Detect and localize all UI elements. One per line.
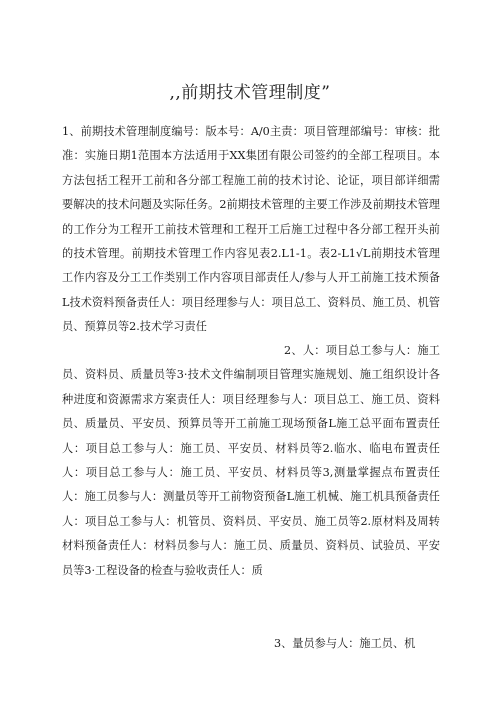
document-title: ,,前期技术管理制度”: [169, 83, 331, 103]
paragraph-1: 1、前期技术管理制度编号：版本号：A/0主责：项目管理部编号：审核：批准：实施日期1范围本方法适用于XX集团有限公司签约的全部工程项目。本方法包括工程开工前和各分部工程施工前的技术讨论、论证，项目部详细需要解决的技术问题及实际任务。2前期技术管理的主要工作涉及前期技术管理的工作分为工程开工前技术管理和工程开工后施工过程中各分部工程开头前的技术管理。前期技术管理工作内容见表2.L1-1。表2-L1√L前期技术管理工作内容及分工工作类别工作内容项目部责任人/参与人开工前施工技术预备L技术资料预备责任人：项目经理参与人：项目总工、资料员、施工员、机管员、预算员等2.技术学习责任: [62, 125, 440, 334]
paragraph-3: 3、量员参与人：施工员、机: [274, 637, 416, 650]
paragraph-2: 2、人：项目总工参与人：施工员、资料员、质量员等3·技术文件编制项目管理实施规划、施工组织设计各种进度和资源需求方案责任人：项目经理参与人：项目总工、施工员、资料员、质量员、平安员、预算员等开工前施工现场预备L施工总平面布置责任人：项目总工参与人：施工员、平安员、材料员等2.临水、临电布置责任人：项目总工参与人：施工员、平安员、材料员等3,测量掌握点布置责任人：施工员参与人：测量员等开工前物资预备L施工机械、施工机具预备责任人：项目总工参与人：机管员、资料员、平安员、施工员等2.原材料及周转材料预备责任人：材料员参与人：施工员、质量员、资料员、试验员、平安员等3·工程设备的检查与验收责任人：质: [62, 344, 440, 577]
